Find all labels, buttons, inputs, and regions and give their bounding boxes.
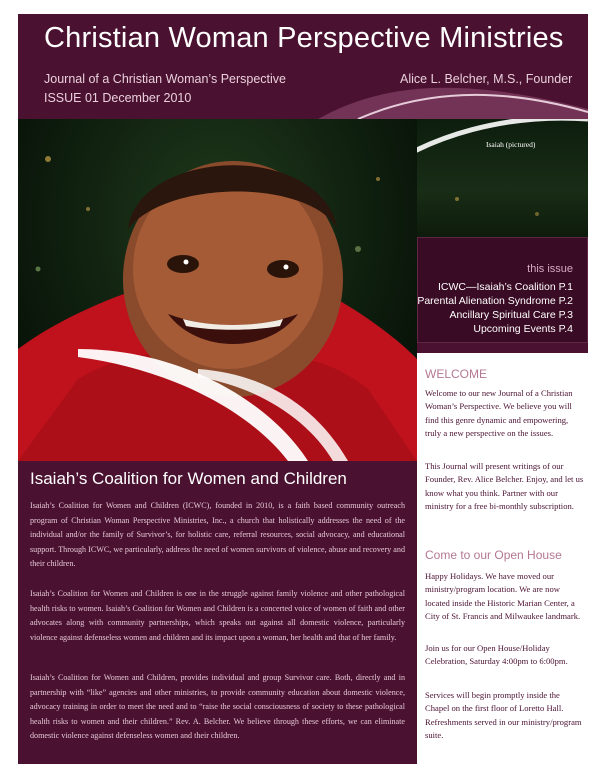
welcome-paragraph: Welcome to our new Journal of a Christian Woman’s Perspective. We believe you will find this genre dynamic and empowering, truly a new perspective on the issues.	[425, 388, 573, 439]
issue-item[interactable]: Upcoming Events P.4	[473, 323, 573, 335]
article-paragraph: Isaiah’s Coalition for Women and Children, provides individual and group Survivor care. Both, directly and in partnership with “like” agencies and other ministries, to provide community education about domestic violence, advocacy training in order to meet the need and to “raise the social consciousness of society to these pathological health risks to women and their children.” Rev. A. Belcher. We believe through these efforts, we can eliminate domestic violence against defenseless women and their children.	[30, 673, 405, 741]
this-issue-list	[417, 280, 573, 336]
divider-strip	[417, 343, 588, 353]
issue-item[interactable]: ICWC—Isaiah’s Coalition P.1	[437, 281, 573, 293]
issue-item[interactable]: Parental Alienation Syndrome P.2	[417, 295, 573, 307]
founder-line: Alice L. Belcher, M.S., Founder	[400, 72, 573, 86]
this-issue-heading: this issue	[527, 263, 573, 275]
open-house-paragraph: Services will begin promptly inside the Chapel on the first floor of Loretto Hall. Refreshments served in our ministry/program suite.	[425, 690, 582, 741]
photo-background-strip	[417, 119, 588, 237]
cover-photo	[18, 119, 417, 461]
welcome-paragraph: This Journal will present writings of our Founder, Rev. Alice Belcher. Enjoy, and let us know what you think. Partner with our ministry for a free bi-monthly subscription.	[425, 461, 584, 512]
open-house-paragraph: Happy Holidays. We have moved our ministry/program location. We are now located inside the Historic Marian Center, a City of St. Francis and Milwaukee landmark.	[425, 571, 581, 622]
article-paragraph: Isaiah’s Coalition for Women and Children (ICWC), founded in 2010, is a faith based community outreach program of Christian Woman Perspective Ministries, Inc., a church that holistically addresses the need of the individual and/or the family of Survivor’s, for holistic care, referral resources, social advocacy, and educational support. Through ICWC, we particularly, address the need of women survivors of violence, abuse and recovery and their children.	[30, 501, 405, 569]
article-title: Isaiah’s Coalition for Women and Children	[30, 469, 347, 488]
journal-subtitle: Journal of a Christian Woman’s Perspective	[44, 72, 287, 86]
child-photo-illustration	[18, 119, 417, 461]
article-paragraph: Isaiah’s Coalition for Women and Children is one in the struggle against family violence and other pathological health risks to women. Isaiah’s Coalition for Women and Children is a concerted voice of women of faith and other advocates along with community partnerships, which speaks out against all domestic violence, particularly violence against defenseless women and children and its impact upon a woman, her health and that of her family.	[30, 589, 405, 642]
sidebar-column	[417, 353, 588, 764]
header-swoosh-extension	[417, 119, 588, 237]
open-house-heading: Come to our Open House	[425, 548, 562, 562]
this-issue-box	[417, 237, 588, 343]
main-article	[18, 461, 417, 764]
open-house-paragraph: Join us for our Open House/Holiday Celebration, Saturday 4:00pm to 6:00pm.	[425, 643, 568, 667]
photo-caption: Isaiah (pictured)	[486, 140, 536, 149]
issue-item[interactable]: Ancillary Spiritual Care P.3	[449, 309, 573, 321]
masthead-title: Christian Woman Perspective Ministries	[44, 22, 564, 54]
issue-date: ISSUE 01 December 2010	[44, 91, 192, 105]
masthead	[18, 14, 588, 119]
welcome-heading: WELCOME	[425, 367, 488, 381]
page-bottom-margin	[18, 764, 588, 784]
